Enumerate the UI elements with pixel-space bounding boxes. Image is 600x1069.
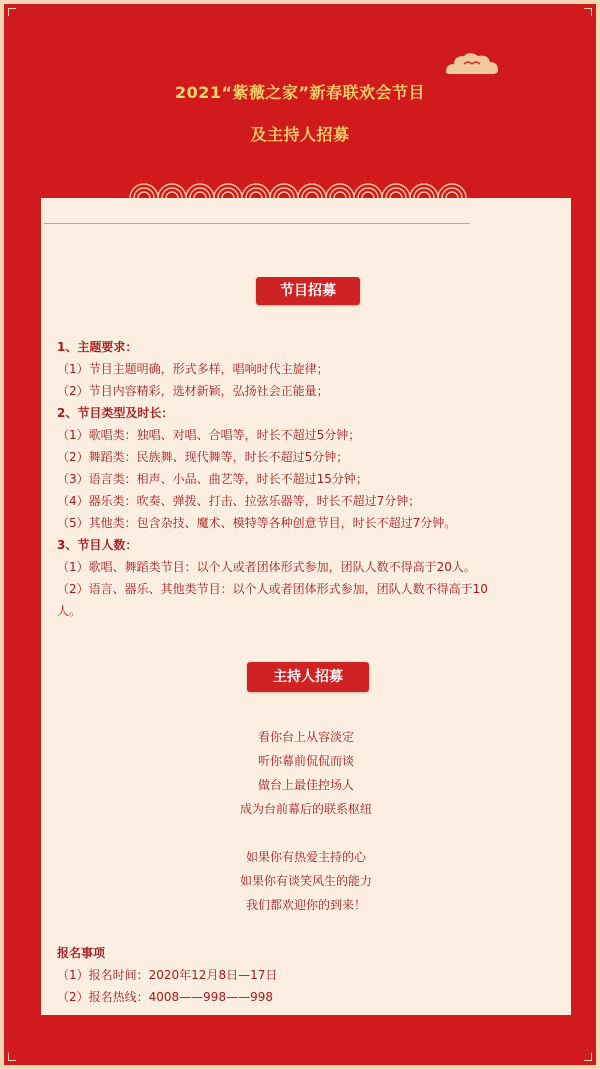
program-line: （2）舞蹈类：民族舞、现代舞等，时长不超过5分钟； bbox=[57, 450, 349, 464]
registration-item: （1）报名时间：2020年12月8日—17日 bbox=[57, 968, 278, 982]
section-badge-host: 主持人招募 bbox=[247, 662, 369, 692]
program-line: （2）语言、器乐、其他类节目：以个人或者团体形式参加，团队人数不得高于10 bbox=[57, 582, 488, 596]
program-line: 3、节目人数： bbox=[57, 538, 138, 552]
page-title-line1: 2021“紫薇之家”新春联欢会节目 bbox=[174, 83, 426, 102]
program-line: 1、主题要求： bbox=[57, 340, 138, 354]
program-line: （2）节目内容精彩，选材新颖，弘扬社会正能量； bbox=[57, 384, 329, 398]
poem-line: 如果你有谈笑风生的能力 bbox=[239, 874, 372, 888]
program-line: （1）节目主题明确，形式多样，唱响时代主旋律； bbox=[57, 362, 329, 376]
registration-heading: 报名事项 bbox=[57, 946, 106, 960]
program-line: 人。 bbox=[57, 604, 82, 618]
page-title-line2: 及主持人招募 bbox=[250, 125, 350, 144]
program-line: （1）歌唱类：独唱、对唱、合唱等，时长不超过5分钟； bbox=[57, 428, 361, 442]
corner-ornament-icon bbox=[584, 8, 592, 16]
section-badge-program: 节目招募 bbox=[256, 277, 360, 305]
corner-ornament-icon bbox=[8, 1053, 16, 1061]
program-line: （1）歌唱、舞蹈类节目：以个人或者团体形式参加，团队人数不得高于20人。 bbox=[57, 560, 476, 574]
poem-line: 看你台上从容淡定 bbox=[257, 730, 354, 744]
registration-item: （2）报名热线：4008——998——998 bbox=[57, 990, 273, 1004]
corner-ornament-icon bbox=[584, 1053, 592, 1061]
auspicious-cloud-icon bbox=[442, 50, 502, 76]
poem-line: 听你幕前侃侃而谈 bbox=[257, 754, 354, 768]
corner-ornament-icon bbox=[8, 8, 16, 16]
poem-line: 做台上最佳控场人 bbox=[257, 778, 354, 792]
content-paper bbox=[41, 198, 571, 1015]
poster-frame bbox=[4, 4, 596, 1065]
poem-line: 成为台前幕后的联系枢纽 bbox=[239, 802, 372, 816]
program-line: （3）语言类：相声、小品、曲艺等，时长不超过15分钟； bbox=[57, 472, 368, 486]
poem-line: 如果你有热爱主持的心 bbox=[245, 850, 366, 864]
divider-line bbox=[44, 223, 470, 224]
program-line: （4）器乐类：吹奏、弹拨、打击、拉弦乐器等，时长不超过7分钟； bbox=[57, 494, 421, 508]
wave-arches-decoration bbox=[128, 174, 472, 198]
program-line: （5）其他类：包含杂技、魔术、模特等各种创意节目，时长不超过7分钟。 bbox=[57, 516, 457, 530]
program-line: 2、节目类型及时长： bbox=[57, 406, 174, 420]
poem-line: 我们都欢迎你的到来！ bbox=[245, 898, 366, 912]
